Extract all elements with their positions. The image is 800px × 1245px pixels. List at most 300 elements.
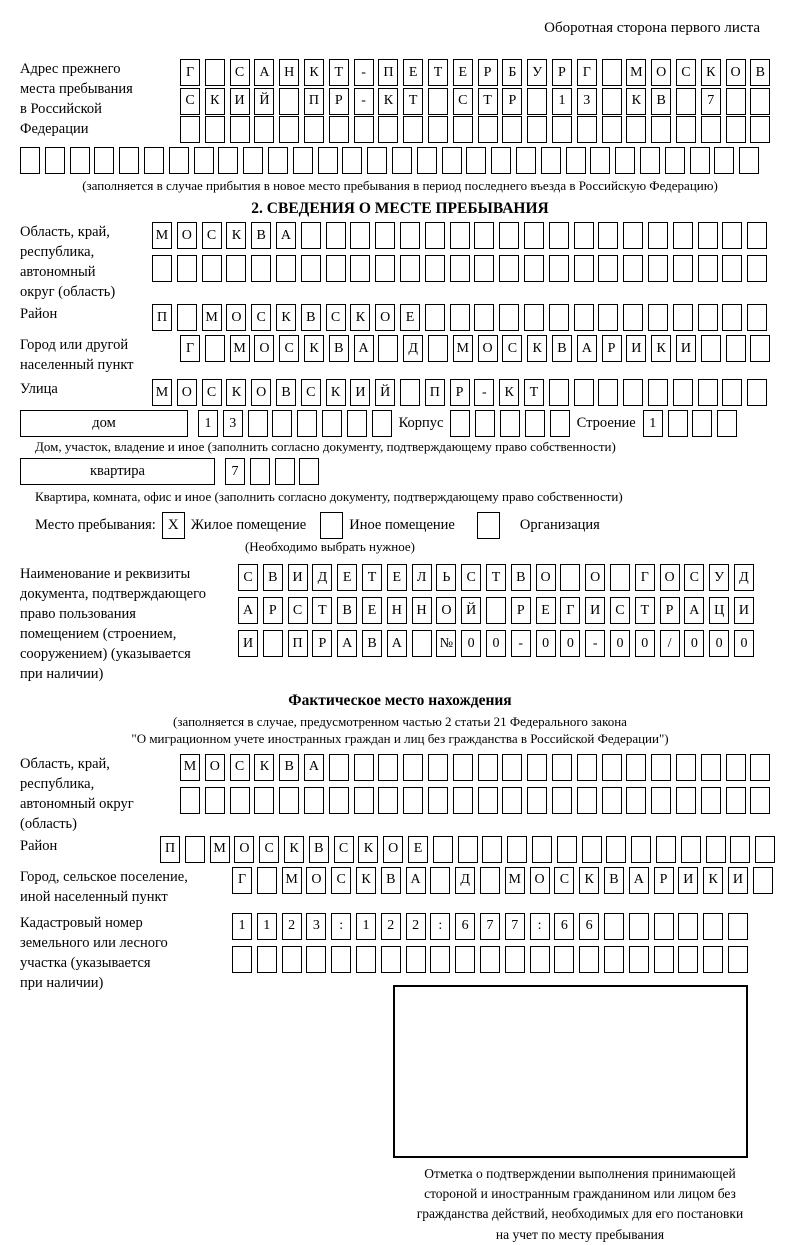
- char-cell[interactable]: [466, 147, 486, 174]
- char-cell[interactable]: [378, 754, 398, 781]
- char-cell[interactable]: [747, 379, 767, 406]
- char-cell[interactable]: [342, 147, 362, 174]
- char-cell[interactable]: [577, 754, 597, 781]
- char-cell[interactable]: [491, 147, 511, 174]
- char-cell[interactable]: [502, 116, 522, 143]
- char-cell[interactable]: С: [259, 836, 279, 863]
- char-cell[interactable]: С: [453, 88, 473, 115]
- char-cell[interactable]: [205, 59, 225, 86]
- char-cell[interactable]: 3: [577, 88, 597, 115]
- char-cell[interactable]: [474, 222, 494, 249]
- char-cell[interactable]: В: [337, 597, 357, 624]
- char-cell[interactable]: [428, 88, 448, 115]
- char-cell[interactable]: Й: [375, 379, 395, 406]
- char-cell[interactable]: [400, 379, 420, 406]
- char-cell[interactable]: П: [288, 630, 308, 657]
- char-cell[interactable]: В: [329, 335, 349, 362]
- char-cell[interactable]: [347, 410, 367, 437]
- char-cell[interactable]: Р: [329, 88, 349, 115]
- char-cell[interactable]: [640, 147, 660, 174]
- char-cell[interactable]: К: [304, 335, 324, 362]
- char-cell[interactable]: [525, 410, 545, 437]
- char-cell[interactable]: №: [436, 630, 456, 657]
- char-cell[interactable]: И: [230, 88, 250, 115]
- char-cell[interactable]: [722, 222, 742, 249]
- char-cell[interactable]: А: [406, 867, 426, 894]
- char-cell[interactable]: [499, 222, 519, 249]
- char-cell[interactable]: [226, 255, 246, 282]
- char-cell[interactable]: [722, 255, 742, 282]
- char-cell[interactable]: В: [263, 564, 283, 591]
- char-cell[interactable]: Т: [486, 564, 506, 591]
- char-cell[interactable]: [604, 946, 624, 973]
- char-cell[interactable]: [552, 754, 572, 781]
- char-cell[interactable]: [254, 787, 274, 814]
- char-cell[interactable]: А: [387, 630, 407, 657]
- char-cell[interactable]: А: [354, 335, 374, 362]
- char-cell[interactable]: [381, 946, 401, 973]
- char-cell[interactable]: [254, 116, 274, 143]
- char-cell[interactable]: [673, 222, 693, 249]
- char-cell[interactable]: К: [350, 304, 370, 331]
- char-cell[interactable]: [428, 335, 448, 362]
- char-cell[interactable]: Н: [387, 597, 407, 624]
- char-cell[interactable]: [354, 116, 374, 143]
- char-cell[interactable]: Е: [362, 597, 382, 624]
- char-cell[interactable]: Е: [337, 564, 357, 591]
- char-cell[interactable]: С: [331, 867, 351, 894]
- char-cell[interactable]: [433, 836, 453, 863]
- char-cell[interactable]: [329, 116, 349, 143]
- char-cell[interactable]: [478, 116, 498, 143]
- char-cell[interactable]: [598, 379, 618, 406]
- char-cell[interactable]: В: [251, 222, 271, 249]
- char-cell[interactable]: [177, 304, 197, 331]
- char-cell[interactable]: [297, 410, 317, 437]
- char-cell[interactable]: [372, 410, 392, 437]
- char-cell[interactable]: 0: [709, 630, 729, 657]
- char-cell[interactable]: [180, 787, 200, 814]
- char-cell[interactable]: -: [354, 88, 374, 115]
- char-cell[interactable]: [524, 304, 544, 331]
- char-cell[interactable]: С: [238, 564, 258, 591]
- char-cell[interactable]: П: [304, 88, 324, 115]
- char-cell[interactable]: 2: [406, 913, 426, 940]
- char-cell[interactable]: [550, 410, 570, 437]
- char-cell[interactable]: К: [356, 867, 376, 894]
- char-cell[interactable]: [500, 410, 520, 437]
- char-cell[interactable]: [318, 147, 338, 174]
- char-cell[interactable]: В: [362, 630, 382, 657]
- char-cell[interactable]: [375, 255, 395, 282]
- char-cell[interactable]: [703, 946, 723, 973]
- char-cell[interactable]: О: [660, 564, 680, 591]
- checkbox-inoe[interactable]: [320, 512, 343, 539]
- char-cell[interactable]: Р: [502, 88, 522, 115]
- char-cell[interactable]: [549, 379, 569, 406]
- char-cell[interactable]: И: [676, 335, 696, 362]
- char-cell[interactable]: Д: [734, 564, 754, 591]
- char-cell[interactable]: 0: [610, 630, 630, 657]
- char-cell[interactable]: [329, 754, 349, 781]
- char-cell[interactable]: [582, 836, 602, 863]
- char-cell[interactable]: А: [304, 754, 324, 781]
- char-cell[interactable]: А: [254, 59, 274, 86]
- char-cell[interactable]: [428, 116, 448, 143]
- char-cell[interactable]: 0: [461, 630, 481, 657]
- char-cell[interactable]: [455, 946, 475, 973]
- char-cell[interactable]: [701, 754, 721, 781]
- char-cell[interactable]: 1: [232, 913, 252, 940]
- char-cell[interactable]: [458, 836, 478, 863]
- char-cell[interactable]: К: [579, 867, 599, 894]
- char-cell[interactable]: [403, 116, 423, 143]
- char-cell[interactable]: К: [527, 335, 547, 362]
- char-cell[interactable]: У: [709, 564, 729, 591]
- char-cell[interactable]: [676, 88, 696, 115]
- char-cell[interactable]: Р: [450, 379, 470, 406]
- char-cell[interactable]: 1: [356, 913, 376, 940]
- char-cell[interactable]: 7: [701, 88, 721, 115]
- char-cell[interactable]: В: [552, 335, 572, 362]
- char-cell[interactable]: -: [511, 630, 531, 657]
- char-cell[interactable]: [750, 754, 770, 781]
- char-cell[interactable]: К: [254, 754, 274, 781]
- char-cell[interactable]: М: [282, 867, 302, 894]
- char-cell[interactable]: [144, 147, 164, 174]
- char-cell[interactable]: В: [750, 59, 770, 86]
- char-cell[interactable]: [453, 754, 473, 781]
- char-cell[interactable]: А: [577, 335, 597, 362]
- char-cell[interactable]: [453, 787, 473, 814]
- char-cell[interactable]: М: [453, 335, 473, 362]
- char-cell[interactable]: Т: [428, 59, 448, 86]
- char-cell[interactable]: [482, 836, 502, 863]
- char-cell[interactable]: [185, 836, 205, 863]
- char-cell[interactable]: [350, 222, 370, 249]
- char-cell[interactable]: [350, 255, 370, 282]
- char-cell[interactable]: [549, 304, 569, 331]
- char-cell[interactable]: [450, 304, 470, 331]
- char-cell[interactable]: С: [180, 88, 200, 115]
- char-cell[interactable]: [726, 787, 746, 814]
- char-cell[interactable]: М: [626, 59, 646, 86]
- char-cell[interactable]: [747, 255, 767, 282]
- char-cell[interactable]: О: [254, 335, 274, 362]
- char-cell[interactable]: [574, 255, 594, 282]
- char-cell[interactable]: М: [230, 335, 250, 362]
- char-cell[interactable]: [45, 147, 65, 174]
- char-cell[interactable]: [698, 222, 718, 249]
- char-cell[interactable]: Е: [453, 59, 473, 86]
- char-cell[interactable]: [750, 335, 770, 362]
- char-cell[interactable]: [678, 913, 698, 940]
- char-cell[interactable]: [554, 946, 574, 973]
- char-cell[interactable]: [475, 410, 495, 437]
- char-cell[interactable]: 1: [643, 410, 663, 437]
- char-cell[interactable]: С: [502, 335, 522, 362]
- char-cell[interactable]: [656, 836, 676, 863]
- char-cell[interactable]: В: [309, 836, 329, 863]
- char-cell[interactable]: 3: [306, 913, 326, 940]
- char-cell[interactable]: [726, 754, 746, 781]
- char-cell[interactable]: [403, 754, 423, 781]
- char-cell[interactable]: Г: [180, 59, 200, 86]
- char-cell[interactable]: [602, 59, 622, 86]
- char-cell[interactable]: [701, 787, 721, 814]
- char-cell[interactable]: О: [226, 304, 246, 331]
- char-cell[interactable]: [301, 255, 321, 282]
- char-cell[interactable]: [728, 913, 748, 940]
- char-cell[interactable]: Н: [279, 59, 299, 86]
- char-cell[interactable]: У: [527, 59, 547, 86]
- char-cell[interactable]: 0: [560, 630, 580, 657]
- char-cell[interactable]: [668, 410, 688, 437]
- char-cell[interactable]: [378, 787, 398, 814]
- char-cell[interactable]: Л: [412, 564, 432, 591]
- char-cell[interactable]: [180, 116, 200, 143]
- char-cell[interactable]: [549, 255, 569, 282]
- char-cell[interactable]: В: [651, 88, 671, 115]
- char-cell[interactable]: [673, 379, 693, 406]
- char-cell[interactable]: [717, 410, 737, 437]
- char-cell[interactable]: Т: [362, 564, 382, 591]
- char-cell[interactable]: [194, 147, 214, 174]
- char-cell[interactable]: О: [251, 379, 271, 406]
- char-cell[interactable]: [654, 946, 674, 973]
- char-cell[interactable]: С: [610, 597, 630, 624]
- char-cell[interactable]: [566, 147, 586, 174]
- char-cell[interactable]: [590, 147, 610, 174]
- char-cell[interactable]: Г: [577, 59, 597, 86]
- char-cell[interactable]: [598, 222, 618, 249]
- char-cell[interactable]: О: [177, 379, 197, 406]
- char-cell[interactable]: 1: [198, 410, 218, 437]
- char-cell[interactable]: [474, 304, 494, 331]
- char-cell[interactable]: Е: [408, 836, 428, 863]
- char-cell[interactable]: [739, 147, 759, 174]
- char-cell[interactable]: [306, 946, 326, 973]
- char-cell[interactable]: [169, 147, 189, 174]
- char-cell[interactable]: [243, 147, 263, 174]
- char-cell[interactable]: [474, 255, 494, 282]
- char-cell[interactable]: [753, 867, 773, 894]
- char-cell[interactable]: В: [301, 304, 321, 331]
- char-cell[interactable]: 1: [257, 913, 277, 940]
- char-cell[interactable]: Е: [536, 597, 556, 624]
- char-cell[interactable]: [541, 147, 561, 174]
- char-cell[interactable]: А: [276, 222, 296, 249]
- char-cell[interactable]: В: [276, 379, 296, 406]
- char-cell[interactable]: [604, 913, 624, 940]
- char-cell[interactable]: [527, 116, 547, 143]
- char-cell[interactable]: [552, 787, 572, 814]
- char-cell[interactable]: [230, 116, 250, 143]
- char-cell[interactable]: [119, 147, 139, 174]
- char-cell[interactable]: О: [306, 867, 326, 894]
- char-cell[interactable]: [304, 116, 324, 143]
- char-cell[interactable]: [412, 630, 432, 657]
- char-cell[interactable]: О: [726, 59, 746, 86]
- char-cell[interactable]: А: [337, 630, 357, 657]
- char-cell[interactable]: [378, 335, 398, 362]
- char-cell[interactable]: О: [530, 867, 550, 894]
- char-cell[interactable]: [698, 255, 718, 282]
- char-cell[interactable]: Т: [524, 379, 544, 406]
- char-cell[interactable]: [329, 787, 349, 814]
- char-cell[interactable]: 0: [635, 630, 655, 657]
- char-cell[interactable]: [202, 255, 222, 282]
- char-cell[interactable]: Т: [312, 597, 332, 624]
- char-cell[interactable]: [648, 304, 668, 331]
- char-cell[interactable]: К: [703, 867, 723, 894]
- char-cell[interactable]: Р: [654, 867, 674, 894]
- char-cell[interactable]: [403, 787, 423, 814]
- char-cell[interactable]: [516, 147, 536, 174]
- char-cell[interactable]: [417, 147, 437, 174]
- char-cell[interactable]: [367, 147, 387, 174]
- char-cell[interactable]: Д: [403, 335, 423, 362]
- char-cell[interactable]: [623, 222, 643, 249]
- char-cell[interactable]: [598, 304, 618, 331]
- char-cell[interactable]: [400, 255, 420, 282]
- char-cell[interactable]: [251, 255, 271, 282]
- char-cell[interactable]: [299, 458, 319, 485]
- char-cell[interactable]: О: [383, 836, 403, 863]
- char-cell[interactable]: [730, 836, 750, 863]
- char-cell[interactable]: [602, 787, 622, 814]
- char-cell[interactable]: [502, 787, 522, 814]
- char-cell[interactable]: [331, 946, 351, 973]
- char-cell[interactable]: [722, 379, 742, 406]
- char-cell[interactable]: [648, 222, 668, 249]
- char-cell[interactable]: [354, 787, 374, 814]
- char-cell[interactable]: [676, 787, 696, 814]
- char-cell[interactable]: М: [152, 379, 172, 406]
- char-cell[interactable]: [205, 787, 225, 814]
- char-cell[interactable]: [94, 147, 114, 174]
- char-cell[interactable]: К: [701, 59, 721, 86]
- char-cell[interactable]: М: [505, 867, 525, 894]
- char-cell[interactable]: [453, 116, 473, 143]
- char-cell[interactable]: [651, 787, 671, 814]
- char-cell[interactable]: К: [284, 836, 304, 863]
- char-cell[interactable]: М: [180, 754, 200, 781]
- char-cell[interactable]: С: [230, 754, 250, 781]
- char-cell[interactable]: [406, 946, 426, 973]
- char-cell[interactable]: [654, 913, 674, 940]
- char-cell[interactable]: [293, 147, 313, 174]
- char-cell[interactable]: [257, 867, 277, 894]
- char-cell[interactable]: П: [425, 379, 445, 406]
- char-cell[interactable]: [20, 147, 40, 174]
- char-cell[interactable]: С: [461, 564, 481, 591]
- char-cell[interactable]: О: [177, 222, 197, 249]
- char-cell[interactable]: А: [684, 597, 704, 624]
- char-cell[interactable]: [747, 222, 767, 249]
- char-cell[interactable]: [480, 867, 500, 894]
- char-cell[interactable]: [623, 255, 643, 282]
- char-cell[interactable]: [527, 88, 547, 115]
- char-cell[interactable]: 7: [225, 458, 245, 485]
- char-cell[interactable]: [602, 88, 622, 115]
- char-cell[interactable]: [726, 88, 746, 115]
- char-cell[interactable]: [665, 147, 685, 174]
- char-cell[interactable]: С: [251, 304, 271, 331]
- char-cell[interactable]: В: [381, 867, 401, 894]
- char-cell[interactable]: О: [585, 564, 605, 591]
- char-cell[interactable]: И: [734, 597, 754, 624]
- char-cell[interactable]: И: [288, 564, 308, 591]
- char-cell[interactable]: О: [536, 564, 556, 591]
- char-cell[interactable]: С: [301, 379, 321, 406]
- char-cell[interactable]: [750, 116, 770, 143]
- char-cell[interactable]: -: [585, 630, 605, 657]
- char-cell[interactable]: /: [660, 630, 680, 657]
- char-cell[interactable]: Р: [312, 630, 332, 657]
- char-cell[interactable]: [480, 946, 500, 973]
- char-cell[interactable]: [574, 379, 594, 406]
- char-cell[interactable]: [326, 255, 346, 282]
- char-cell[interactable]: 6: [455, 913, 475, 940]
- char-cell[interactable]: [698, 379, 718, 406]
- char-cell[interactable]: 7: [505, 913, 525, 940]
- char-cell[interactable]: В: [279, 754, 299, 781]
- char-cell[interactable]: [478, 754, 498, 781]
- char-cell[interactable]: Н: [412, 597, 432, 624]
- char-cell[interactable]: [486, 597, 506, 624]
- char-cell[interactable]: [326, 222, 346, 249]
- char-cell[interactable]: [505, 946, 525, 973]
- char-cell[interactable]: [218, 147, 238, 174]
- char-cell[interactable]: [549, 222, 569, 249]
- char-cell[interactable]: [354, 754, 374, 781]
- char-cell[interactable]: [392, 147, 412, 174]
- char-cell[interactable]: [450, 222, 470, 249]
- char-cell[interactable]: [706, 836, 726, 863]
- char-cell[interactable]: П: [378, 59, 398, 86]
- char-cell[interactable]: Р: [552, 59, 572, 86]
- char-cell[interactable]: [606, 836, 626, 863]
- char-cell[interactable]: [450, 255, 470, 282]
- char-cell[interactable]: [425, 222, 445, 249]
- char-cell[interactable]: С: [230, 59, 250, 86]
- char-cell[interactable]: [400, 222, 420, 249]
- char-cell[interactable]: [574, 304, 594, 331]
- char-cell[interactable]: :: [430, 913, 450, 940]
- char-cell[interactable]: О: [205, 754, 225, 781]
- char-cell[interactable]: [279, 787, 299, 814]
- char-cell[interactable]: [272, 410, 292, 437]
- char-cell[interactable]: [701, 335, 721, 362]
- char-cell[interactable]: К: [358, 836, 378, 863]
- char-cell[interactable]: О: [436, 597, 456, 624]
- char-cell[interactable]: [304, 787, 324, 814]
- char-cell[interactable]: [651, 754, 671, 781]
- char-cell[interactable]: [507, 836, 527, 863]
- char-cell[interactable]: К: [276, 304, 296, 331]
- char-cell[interactable]: [527, 787, 547, 814]
- char-cell[interactable]: К: [226, 222, 246, 249]
- char-cell[interactable]: [750, 787, 770, 814]
- char-cell[interactable]: [698, 304, 718, 331]
- char-cell[interactable]: [527, 754, 547, 781]
- checkbox-zhiloe[interactable]: X: [162, 512, 185, 539]
- char-cell[interactable]: [279, 88, 299, 115]
- char-cell[interactable]: [450, 410, 470, 437]
- char-cell[interactable]: М: [210, 836, 230, 863]
- char-cell[interactable]: 0: [684, 630, 704, 657]
